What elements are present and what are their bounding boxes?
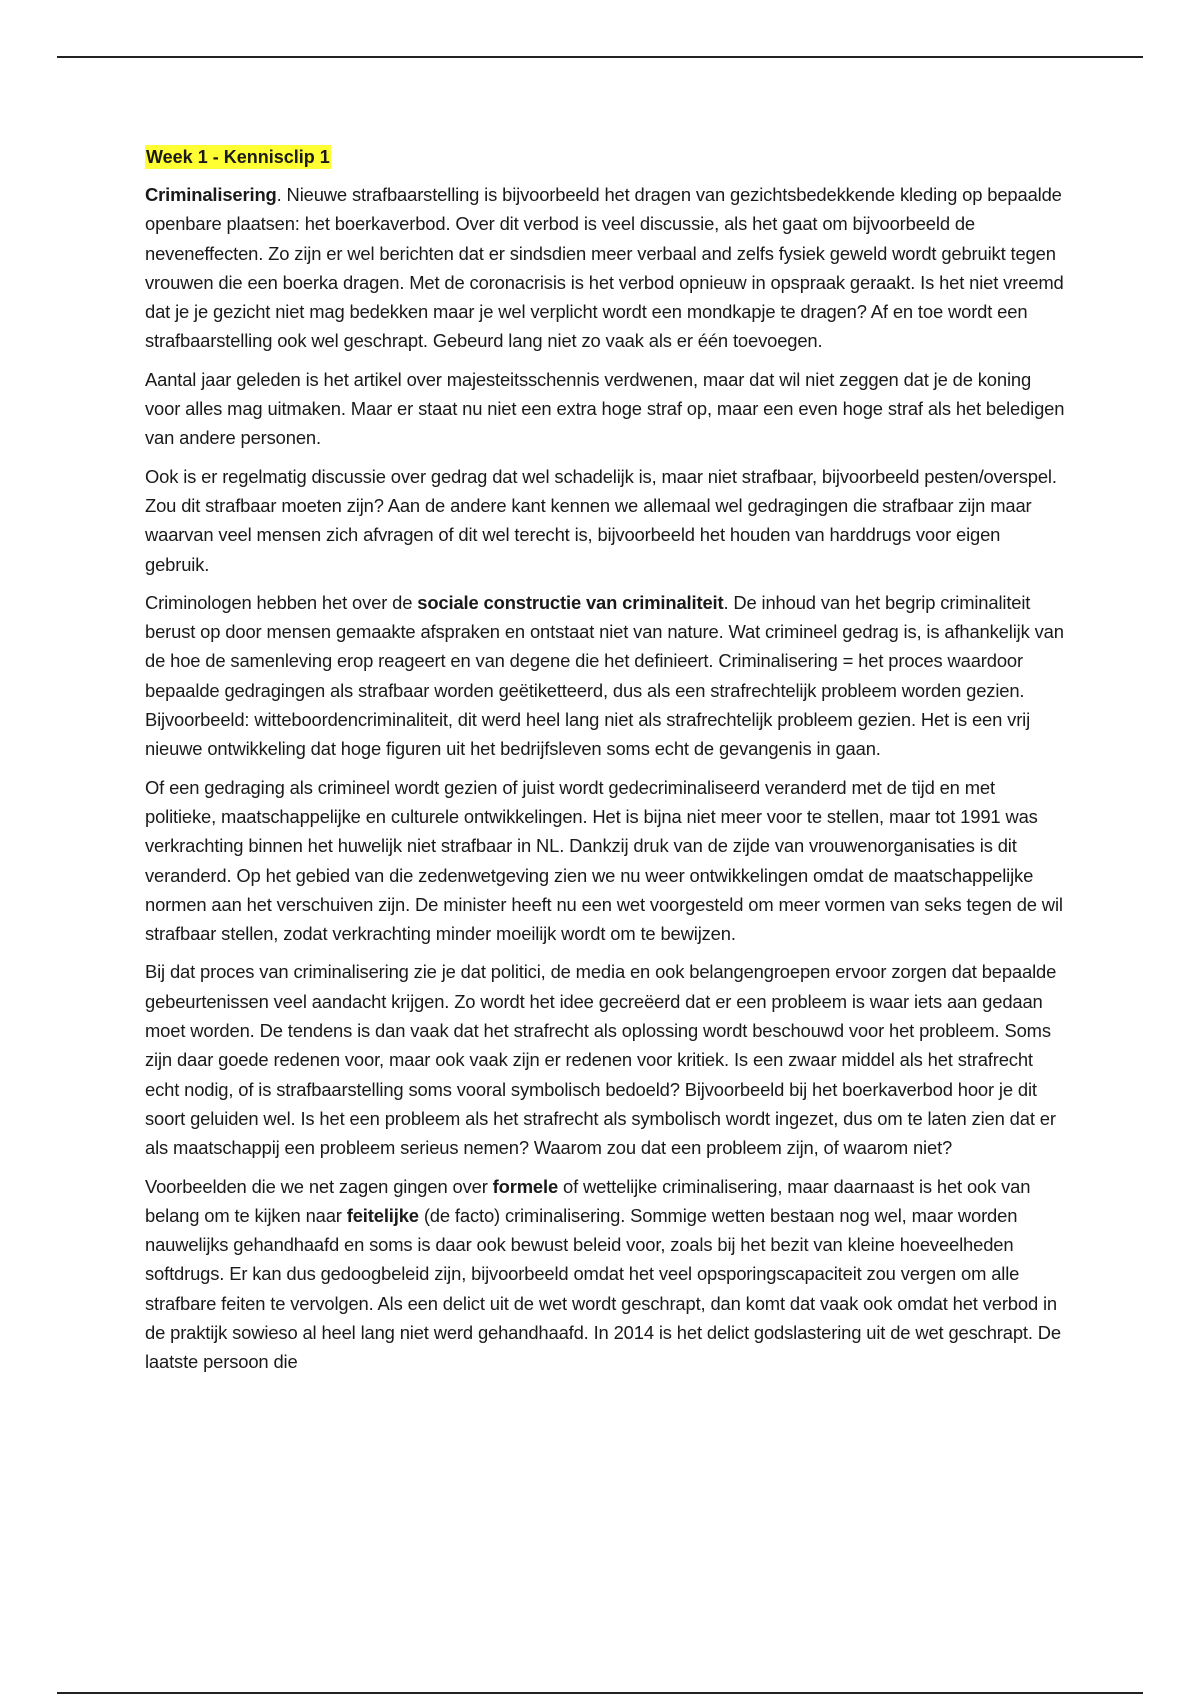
paragraph-formele-feitelijke bbox=[145, 1172, 1065, 1377]
paragraph-text: Aantal jaar geleden is het artikel over majesteitsschennis verdwenen, maar dat wil niet zeggen dat je de koning voor alles mag uitmaken. Maar er staat nu niet een extra hoge straf op, maar een even hoge straf als het beledigen van andere personen. bbox=[145, 368, 1065, 449]
bold-term: Criminalisering bbox=[145, 184, 277, 205]
paragraph-criminalisering bbox=[145, 180, 1065, 356]
paragraph-text: . Nieuwe strafbaarstelling is bijvoorbeeld het dragen van gezichtsbedekkende kleding op bepaalde openbare plaatsen: het boerkaverbod. Over dit verbod is veel discussie, als het gaat om bijvoorbeeld de neveneffecten. Zo zijn er wel berichten dat er sindsdien meer verbaal and zelfs fysiek geweld wordt gebruikt tegen vrouwen die een boerka dragen. Met de coronacrisis is het verbod opnieuw in opspraak geraakt. Is het niet vreemd dat je je gezicht niet mag bedekken maar je wel verplicht wordt een mondkapje te dragen? Af en toe wordt een strafbaarstelling ook wel geschrapt. Gebeurd lang niet zo vaak als er één toevoegen. bbox=[145, 184, 1064, 352]
paragraph-decriminalisering bbox=[145, 773, 1065, 949]
bold-term: sociale constructie van criminaliteit bbox=[417, 591, 724, 613]
paragraph-text: Voorbeelden die we net zagen gingen over bbox=[145, 1175, 493, 1197]
paragraph-text: . De inhoud van het begrip criminaliteit berust op door mensen gemaakte afspraken en ontstaat niet van nature. Wat crimineel gedrag is, is afhankelijk van de hoe de samenleving erop reageert en van degene die het definieert. Criminalisering = het proces waardoor bepaalde gedragingen als strafbaar worden geëtiketteerd, dus als een strafrechtelijk probleem worden gezien. Bijvoorbeeld: witteboordencriminaliteit, dit werd heel lang niet als strafrechtelijk probleem gezien. Het is een vrij nieuwe ontwikkeling dat hoge figuren uit het bedrijfsleven soms echt de gevangenis in gaan. bbox=[145, 591, 1064, 760]
paragraph-majesteitsschennis bbox=[145, 365, 1065, 453]
document-body bbox=[145, 145, 1065, 1386]
section-heading: Week 1 - Kennisclip 1 bbox=[146, 147, 330, 167]
paragraph-text: (de facto) criminalisering. Sommige wetten bestaan nog wel, maar worden nauwelijks gehandhaafd en soms is daar ook bewust beleid voor, zoals bij het bezit van kleine hoeveelheden softdrugs. Er kan dus gedoogbeleid zijn, bijvoorbeeld omdat het veel opsporingscapaciteit zou vergen om alle strafbare feiten te vervolgen. Als een delict uit de wet wordt geschrapt, dan komt dat vaak ook omdat het verbod in de praktijk sowieso al heel lang niet werd gehandhaafd. In 2014 is het delict godslastering uit de wet geschrapt. De laatste persoon die bbox=[145, 1204, 1061, 1373]
bold-term: feitelijke bbox=[346, 1204, 419, 1226]
paragraph-text: Criminologen hebben het over de bbox=[145, 591, 418, 613]
page-bottom-rule bbox=[57, 1692, 1143, 1694]
paragraph-text: Ook is er regelmatig discussie over gedrag dat wel schadelijk is, maar niet strafbaar, bijvoorbeeld pesten/overspel. Zou dit strafbaar moeten zijn? Aan de andere kant kennen we allemaal wel gedragingen die strafbaar zijn maar waarvan veel mensen zich afvragen of dit wel terecht is, bijvoorbeeld het houden van harddrugs voor eigen gebruik. bbox=[145, 465, 1057, 575]
paragraph-schadelijk-gedrag bbox=[145, 462, 1065, 579]
paragraph-criminaliseringsproces bbox=[145, 957, 1065, 1162]
page-top-rule bbox=[57, 56, 1143, 58]
paragraph-text: of wettelijke criminalisering, maar daarnaast is het ook van belang om te kijken naar bbox=[145, 1175, 1031, 1226]
bold-term: formele bbox=[492, 1175, 559, 1197]
paragraph-text: Of een gedraging als crimineel wordt gezien of juist wordt gedecriminaliseerd veranderd met de tijd en met politieke, maatschappelijke en culturele ontwikkelingen. Het is bijna niet meer voor te stellen, maar tot 1991 was verkrachting binnen het huwelijk niet strafbaar in NL. Dankzij druk van de zijde van vrouwenorganisaties is dit veranderd. Op het gebied van die zedenwetgeving zien we nu weer ontwikkelingen omdat de maatschappelijke normen aan het verschuiven zijn. De minister heeft nu een wet voorgesteld om meer vormen van seks tegen de wil strafbaar stellen, zodat verkrachting minder moeilijk wordt om te bewijzen. bbox=[145, 776, 1063, 945]
paragraph-text: Bij dat proces van criminalisering zie je dat politici, de media en ook belangengroepen ervoor zorgen dat bepaalde gebeurtenissen veel aandacht krijgen. Zo wordt het idee gecreëerd dat er een probleem is waar iets aan gedaan moet worden. De tendens is dan vaak dat het strafrecht als oplossing wordt beschouwd voor het probleem. Soms zijn daar goede redenen voor, maar ook vaak zijn er redenen voor kritiek. Is een zwaar middel als het strafrecht echt nodig, of is strafbaarstelling soms vooral symbolisch bedoeld? Bijvoorbeeld bij het boerkaverbod hoor je dit soort geluiden wel. Is het een probleem als het strafrecht als symbolisch wordt ingezet, dus om te laten zien dat er als maatschappij een probleem serieus nemen? Waarom zou dat een probleem zijn, of waarom niet? bbox=[145, 961, 1057, 1159]
paragraph-sociale-constructie bbox=[145, 588, 1065, 764]
